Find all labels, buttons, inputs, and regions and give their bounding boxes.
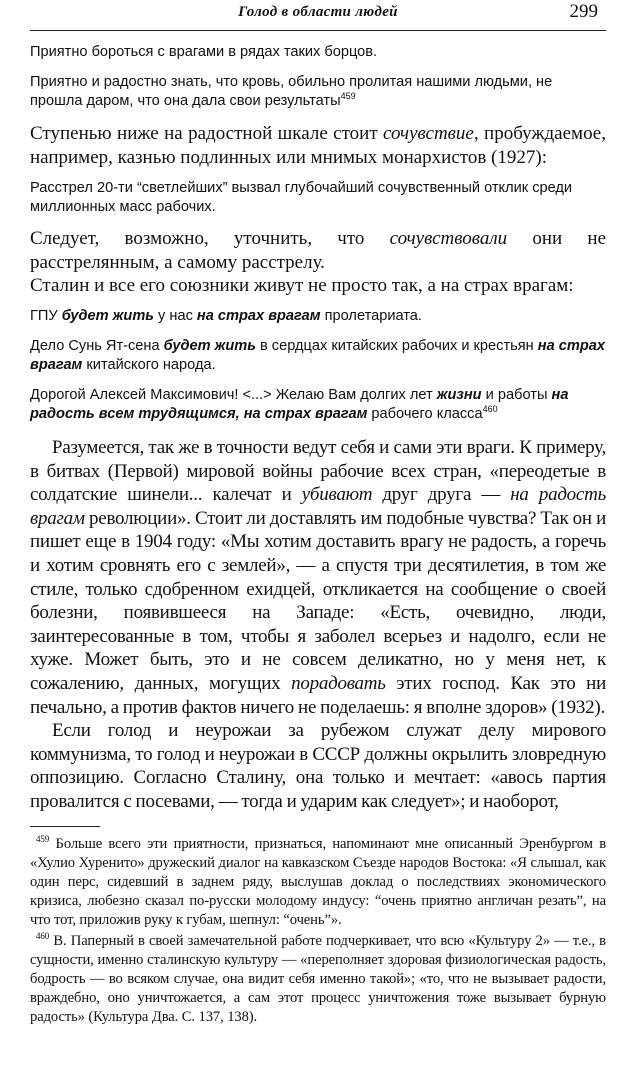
- footnote-459: $^{459}$ Больше всего эти приятности, признаться, напоминают мне описанный Эренбургом в «Хулио Хуренито» дружеский диалог на кавказском Съезде народов Востока: «Я слышал, как один перс, сидевший в заднем ряду, выслушав доклад о последствиях экономического кризиса, любезно сказал по-русски молодому индусу: “очень приятно англичан резать”, на что тот, приложив руку к губам, шепнул: “очень”».: [30, 834, 606, 929]
- paragraph-3: Сталин и все его союзники живут не просто так, а на страх врагам:: [30, 275, 574, 297]
- quote-5: Дело Сунь Ят-сена будет жить в сердцах китайских рабочих и крестьян на страх врагам китайского народа.: [30, 337, 605, 373]
- running-title: Голод в области людей: [238, 4, 398, 20]
- quote-3: Расстрел 20-ти “светлейших” вызвал глубочайший сочувственный отклик среди миллионных масс рабочих.: [30, 180, 573, 216]
- page-header: [30, 0, 606, 31]
- footnote-mark: 459: [36, 834, 50, 845]
- body-text: [30, 43, 606, 813]
- footnote-divider: [30, 826, 100, 827]
- quote-2: Приятно и радостно знать, что кровь, обильно пролитая нашими людьми, не прошла даром, что она дала свои результаты$^{459}$: [30, 74, 553, 109]
- quote-1: Приятно бороться с врагами в рядах таких борцов.: [30, 44, 378, 60]
- page-number: 299: [569, 1, 598, 22]
- paragraph-2: Следует, возможно, уточнить, что сочувствовали они не расстрелянным, а самому расстрелу.: [30, 228, 606, 273]
- paragraph-5: Если голод и неурожаи за рубежом служат делу мирового коммунизма, то голод и неурожаи в СССР должны окрылить зловредную оппозицию. Согласно Сталину, она только и мечтает: «авось партия провалится с посевами, — тогда и ударим как следует»; и наоборот,: [30, 720, 606, 812]
- footnote-460: $^{460}$ В. Паперный в своей замечательной работе подчеркивает, что всю «Культуру 2» — т.е., в сущности, именно сталинскую культуру — «переполняет здоровая физиологическая радость, бодрость — во всяком случае, она видит себя именно такой»; «то, что не вызывает радости, враждебно, оно уничтожается, а сам этот процесс уничтожения тоже вызывает бурную радость» (Культура Два. С. 137, 138).: [30, 931, 606, 1026]
- footnotes: [30, 835, 606, 1027]
- footnote-ref-460[interactable]: 460: [482, 404, 498, 415]
- paragraph-4: Разумеется, так же в точности ведут себя и сами эти враги. К примеру, в битвах (Первой) мировой войны рабочие всех стран, «переодетые в солдатские шинели... калечат и убивают друг друга — на радость врагам революции». Стоит ли доставлять им подобные чувства? Так он и пишет еще в 1904 году: «Мы хотим доставить врагу не радость, а горечь и хотим сровнять его с землей», — а спустя три десятилетия, в том же стиле, только сдобренном ехидцей, откликается на сообщение о своей болезни, появившееся на Западе: «Есть, очевидно, люди, заинтересованные в том, чтобы я заболел всерьез и надолго, если не хуже. Может быть, это и не совсем деликатно, но у меня нет, к сожалению, данных, могущих порадовать этих господ. Как это ни печально, а против фактов ничего не поделаешь: я вполне здоров» (1932).: [30, 436, 606, 718]
- footnote-mark: 460: [36, 931, 50, 942]
- paragraph-1: Ступенью ниже на радостной шкале стоит сочувствие, пробуждаемое, например, казнью подлинных или мнимых монархистов (1927):: [30, 123, 606, 168]
- quote-6: Дорогой Алексей Максимович! <...> Желаю Вам долгих лет жизни и работы на радость всем трудящимся, на страх врагам рабочего класса$^{460}$: [30, 386, 569, 422]
- quote-4: ГПУ будет жить у нас на страх врагам пролетариата.: [30, 307, 422, 324]
- footnote-ref-459[interactable]: 459: [340, 91, 356, 102]
